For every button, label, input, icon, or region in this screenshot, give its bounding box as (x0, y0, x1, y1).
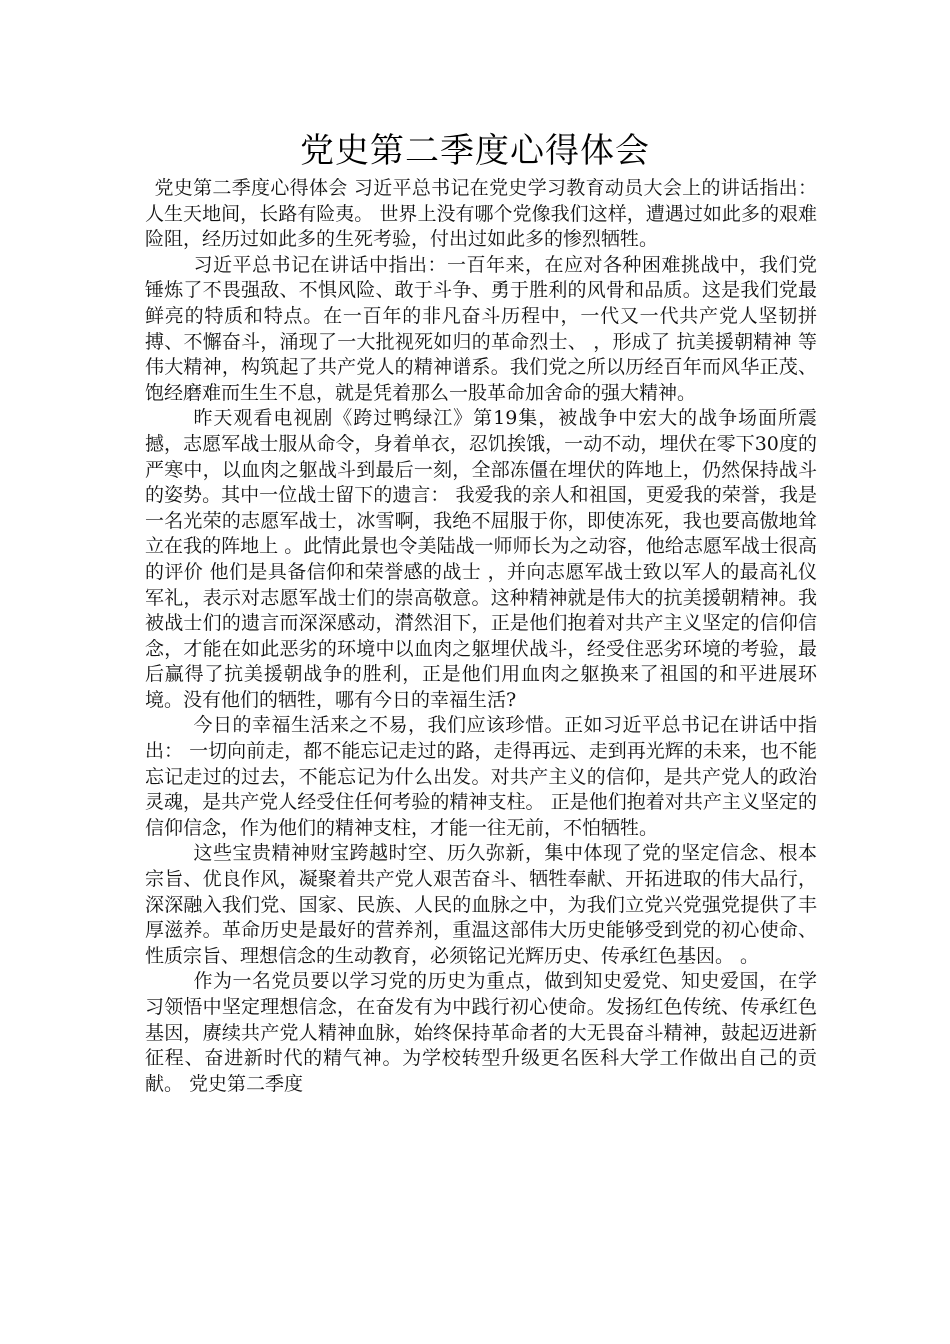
paragraph-2: 习近平总书记在讲话中指出：一百年来，在应对各种困难挑战中，我们党锤炼了不畏强敌、不惧风险、敢于斗争、勇于胜利的风骨和品质。这是我们党最鲜亮的特质和特点。在一百年的非凡奋斗历程中，一代又一代共产党人坚韧拼搏、不懈奋斗，涌现了一大批视死如归的革命烈士、 ，形成了 抗美援朝精神 等伟大精神，构筑起了共产党人的精神谱系。我们党之所以历经百年而风华正茂、饱经磨难而生生不息，就是凭着那么一股革命加舍命的强大精神。 (145, 253, 817, 404)
paragraph-1: 党史第二季度心得体会 习近平总书记在党史学习教育动员大会上的讲话指出： 人生天地间，长路有险夷。 世界上没有哪个党像我们这样，遭遇过如此多的艰难险阻，经历过如此多的生死考验，付出过如此多的惨烈牺牲。 (145, 177, 817, 251)
paragraph-6: 作为一名党员要以学习党的历史为重点，做到知史爱党、知史爱国，在学习领悟中坚定理想信念，在奋发有为中践行初心使命。发扬红色传统、传承红色基因，赓续共产党人精神血脉，始终保持革命者的大无畏奋斗精神，鼓起迈进新征程、奋进新时代的精气神。为学校转型升级更名医科大学工作做出自己的贡献。 党史第二季度 (145, 970, 817, 1095)
paragraph-5: 这些宝贵精神财宝跨越时空、历久弥新，集中体现了党的坚定信念、根本宗旨、优良作风，凝聚着共产党人艰苦奋斗、牺牲奉献、开拓进取的伟大品行，深深融入我们党、国家、民族、人民的血脉之中，为我们立党兴党强党提供了丰厚滋养。革命历史是最好的营养剂，重温这部伟大历史能够受到党的初心使命、性质宗旨、理想信念的生动教育，必须铭记光辉历史、传承红色基因。 。 (145, 842, 817, 967)
paragraph-4: 今日的幸福生活来之不易，我们应该珍惜。正如习近平总书记在讲话中指出： 一切向前走，都不能忘记走过的路，走得再远、走到再光辉的未来，也不能忘记走过的过去，不能忘记为什么出发。对共产主义的信仰，是共产党人的政治灵魂，是共产党人经受住任何考验的精神支柱。 正是他们抱着对共产主义坚定的信仰信念，作为他们的精神支柱，才能一往无前，不怕牺牲。 (145, 714, 817, 839)
paragraph-3: 昨天观看电视剧《跨过鸭绿江》第19集，被战争中宏大的战争场面所震撼，志愿军战士服从命令，身着单衣，忍饥挨饿，一动不动，埋伏在零下30度的严寒中，以血肉之躯战斗到最后一刻，全部冻僵在埋伏的阵地上，仍然保持战斗的姿势。其中一位战士留下的遗言： 我爱我的亲人和祖国，更爱我的荣誉，我是一名光荣的志愿军战士，冰雪啊，我绝不屈服于你，即使冻死，我也要高傲地耸立在我的阵地上 。此情此景也令美陆战一师师长为之动容，他给志愿军战士很高的评价 他们是具备信仰和荣誉感的战士 ，并向志愿军战士致以军人的最高礼仪 军礼，表示对志愿军战士们的崇高敬意。这种精神就是伟大的抗美援朝精神。我被战士们的遗言而深深感动，潸然泪下，正是他们抱着对共产主义坚定的信仰信念，才能在如此恶劣的环境中以血肉之躯埋伏战斗，经受住恶劣环境的考验，最后赢得了抗美援朝战争的胜利，正是他们用血肉之躯换来了祖国的和平进展环境。没有他们的牺牲，哪有今日的幸福生活? (145, 407, 817, 711)
document-body (145, 176, 817, 1097)
document-title: 党史第二季度心得体会 (300, 131, 650, 171)
